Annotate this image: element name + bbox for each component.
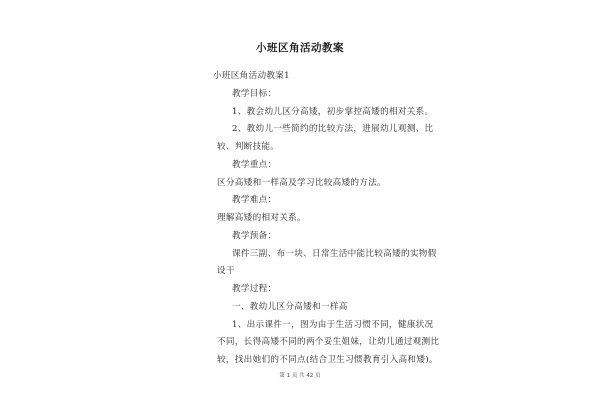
text-line: 课件三副、布一块、日常生活中能比较高矮的实物假 [232,248,437,259]
text-line: 教学目标： [232,88,277,99]
page-footer: 第 1 页 共 42 页 [279,373,321,379]
text-line: 区分高矮和一样高及学习比较高矮的方法。 [217,177,386,188]
text-line: 不同，长得高矮不同的两个妥生姐妹，让幼儿通过观测比 [217,337,440,348]
text-line: 理解高矮的相对关系。 [217,213,306,223]
text-line: 教学预备： [232,230,277,241]
text-line: 较、判断技能。 [217,142,280,152]
text-line: 一、教幼儿区分高矮和一样高 [232,301,348,312]
text-line: 教学难点： [232,195,277,206]
text-line: 教学重点： [232,159,277,170]
text-line: 较，找出她们的不同点(结合卫生习惯教育引入高和矮)。 [217,355,438,365]
document-title: 小班区角活动教案 [256,42,344,54]
text-line: 教学过程： [232,284,277,294]
text-line: 设干 [217,266,235,277]
text-line: 1、出示课件一，图为由于生活习惯不同，健康状况 [232,319,434,330]
text-line: 1、教会幼儿区分高矮，初步掌控高矮的相对关系。 [232,106,434,117]
text-line: 2、教幼儿一些简约的比较方法，进展幼儿观测、比 [232,124,434,135]
text-line: 小班区角活动教案1 [213,71,290,81]
